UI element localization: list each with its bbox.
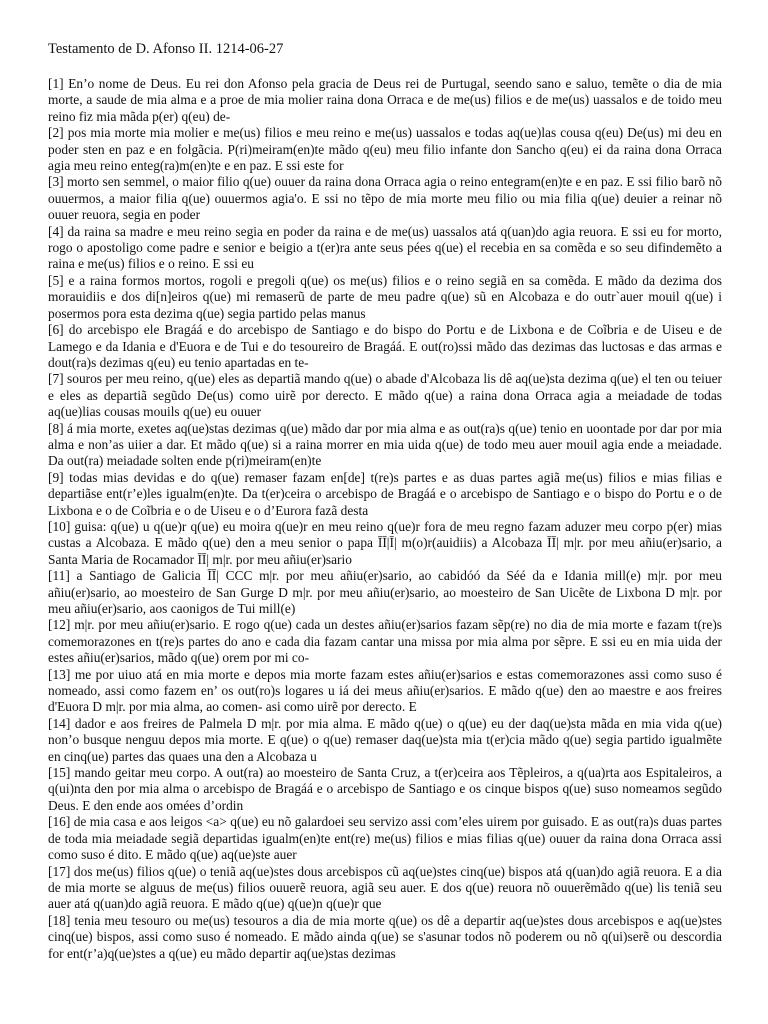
paragraph-4: [4] da raina sa madre e meu reino segia en poder da raina e de me(us) uassalos atá q(uan)do agia reuora. E ssi eu for morto, rogo o apostoligo come padre e senior e beigio a t(er)ra ante seus pées q(ue) el recebia en sa comẽda e so seu difindemẽto a raina e me(us) filios e o reino. E ssi eu — [48, 223, 722, 272]
paragraph-9: [9] todas mias devidas e do q(ue) remaser fazam en[de] t(re)s partes e as duas partes agiã me(us) filios e mias filias e departiãse ent(r’e)les igualm(en)te. Da t(er)ceira o arcebispo de Bragáá e o arcebispo de Santiago e o bispo do Portu e o de Lixbona e o de Coĩbria e o de Uiseu e o d’Eurora fazã desta — [48, 469, 722, 518]
document-title: Testamento de D. Afonso II. 1214-06-27 — [48, 41, 284, 57]
document-page — [48, 40, 722, 962]
paragraph-7: [7] souros per meu reino, q(ue) eles as departiã mando q(ue) o abade d'Alcobaza lis dê aq(ue)sta dezima q(ue) el ten ou teiuer e eles as departiã segũdo De(us) como uirẽ por derecto. E mãdo q(ue) a raina dona Orraca agia a meiadade de todas aq(ue)lias cousas mouils q(ue) eu ouuer — [48, 371, 722, 420]
paragraph-15: [15] mando geitar meu corpo. A out(ra) ao moesteiro de Santa Cruz, a t(er)ceira aos Tẽpleiros, a q(ua)rta aos Espitaleiros, a q(ui)nta den por mia alma o arcebispo de Bragáá e o arcebispo de Santiago e os cinque bispos q(ue) suso nomeamos segũdo Deus. E den ende aos omées d’ordin — [48, 765, 722, 813]
paragraph-6: [6] do arcebispo ele Bragáá e do arcebispo de Santiago e do bispo do Portu e de Lixbona e de Coĩbria e de Uiseu e de Lamego e da Idania e d'Euora e de Tui e do tesoureiro de Bragáá. E out(ro)ssi mãdo das dezimas das luctosas e das armas e dout(ra)s dezimas q(eu) eu tenio apartadas en te- — [48, 322, 722, 370]
paragraph-11: [11] a Santiago de Galicia ĪĪ| CCC m|r. por meu añiu(er)sario, ao cabidóó da Séé da e Idania mill(e) m|r. por meu añiu(er)sario, ao moesteiro de San Gurge D m|r. por meu añiu(er)sario, ao moesteiro de San Uicẽte de Lixbona D m|r. por meu añiu(er)sario, aos caonigos de Tui mill(e) — [48, 568, 722, 616]
document-body — [48, 76, 722, 962]
paragraph-12: [12] m|r. por meu añiu(er)sario. E rogo q(ue) cada un destes añiu(er)sarios fazam sẽp(re) no dia de mia morte e fazam t(re)s comemorazones en t(re)s partes do ano e cada dia fazam cantar una missa por mia alma por sẽpre. E ssi eu en mia uida der estes añiu(er)sarios, mãdo q(ue) orem por mi co- — [48, 617, 722, 666]
paragraph-2: [2] pos mia morte mia molier e me(us) filios e meu reino e me(us) uassalos e todas aq(ue)las cousa q(eu) De(us) mi deu en poder sten en paz e en folgãcia. P(ri)meiram(en)te mãdo q(eu) meu filio infante don Sancho q(eu) ei da raina dona Orraca agia meu reino enteg(ra)m(en)te e en paz. E ssi este for — [48, 125, 722, 174]
paragraph-13: [13] me por uiuo atá en mia morte e depos mia morte fazam estes añiu(er)sarios e estas comemorazones assi como suso é nomeado, assi como fazem en’ os out(ro)s logares u iá dei meus añiu(er)sarios. E mãdo q(ue) den ao maestre e aos freires d'Euora D m|r. por mia alma, ao comen- asi como uirẽ por derecto. E — [48, 666, 722, 715]
paragraph-17: [17] dos me(us) filios q(ue) o teniã aq(ue)stes dous arcebispos cũ aq(ue)stes cinq(ue) bispos atá q(uan)do agiã reuora. E a dia de mia morte se alguus de me(us) filios ouuerẽ reuora, agiã seu auer. E dos q(ue) reuora nõ ouuerẽmãdo q(ue) lis teniã seu auer atá q(uan)do agiã reuora. E mãdo q(ue) q(ue)n q(ue)r que — [48, 863, 722, 912]
paragraph-5: [5] e a raina formos mortos, rogoli e pregoli q(ue) os me(us) filios e o reino segiã en sa comẽda. E mãdo da dezima dos morauidiis e dos di[n]eiros q(ue) mi remaserũ de parte de meu padre q(ue) sũ en Alcobaza e do outr`auer mouil q(ue) i posermos pora esta dezima q(ue) segia partido pelas manus — [48, 272, 722, 321]
paragraph-10: [10] guisa: q(ue) u q(ue)r q(ue) eu moira q(ue)r en meu reino q(ue)r fora de meu regno fazam aduzer meu corpo p(er) mias custas a Alcobaza. E mãdo q(ue) den a meu senior o papa ĪĪ|Ī| m(o)r(auidiis) a Alcobaza ĪĪ| m|r. por meu añiu(er)sario, a Santa Maria de Rocamador ĪĪ| m|r. por meu añiu(er)sario — [48, 518, 722, 567]
paragraph-14: [14] dador e aos freires de Palmela D m|r. por mia alma. E mãdo q(ue) o q(ue) eu der daq(ue)sta mãda en mia vida q(ue) non’o busque nenguu depos mia morte. E q(ue) o q(ue) remaser daq(ue)sta mia t(er)cia mãdo q(ue) segia partido igualmẽte en cinq(ue) partes das quaes una den a Alcobaza u — [48, 715, 722, 764]
paragraph-8: [8] á mia morte, exetes aq(ue)stas dezimas q(ue) mãdo dar por mia alma e as out(ra)s q(ue) tenio en uoontade por dar por mia alma e non’as uiier a dar. Et mãdo q(ue) si a raina morrer en mia uida q(ue) de todo meu auer mouil agia ende a meiadade. Da out(ra) meiadade solten ende p(ri)meiram(en)te — [48, 420, 722, 469]
paragraph-3: [3] morto sen semmel, o maior filio q(ue) ouuer da raina dona Orraca agia o reino entegram(en)te e en paz. E ssi filio barõ nõ ouuermos, a maior filia q(ue) ouuermos agia'o. E ssi no tẽpo de mia morte meu filio ou mia filia q(ue) deuier a reinar nõ ouuer reuora, segia en poder — [48, 174, 722, 223]
paragraph-16: [16] de mia casa e aos leigos <a> q(ue) eu nõ galardoei seu servizo assi com’eles uirem por guisado. E as out(ra)s duas partes de toda mia meiadade segiã departidas igualm(en)te ent(re) me(us) filios e mias filias q(ue) ouuer da raina dona Orraca assi como suso é dito. E mãdo q(ue) aq(ue)ste auer — [48, 814, 722, 863]
paragraph-18: [18] tenia meu tesouro ou me(us) tesouros a dia de mia morte q(ue) os dê a departir aq(ue)stes dous arcebispos e aq(ue)stes cinq(ue) bispos, assi como suso é nomeado. E mãdo ainda q(ue) se s'asunar todos nõ poderem ou nõ q(ui)serẽ ou descordia for ent(r’a)q(ue)stes a q(ue) eu mãdo departir aq(ue)stas dezimas — [48, 912, 722, 961]
paragraph-1: [1] En’o nome de Deus. Eu rei don Afonso pela gracia de Deus rei de Purtugal, seendo sano e saluo, temẽte o dia de mia morte, a saude de mia alma e a proe de mia molier raina dona Orraca e de me(us) filios e de me(us) uassalos e de toido meu reino fiz mia mãda p(er) q(eu) de- — [48, 76, 722, 124]
